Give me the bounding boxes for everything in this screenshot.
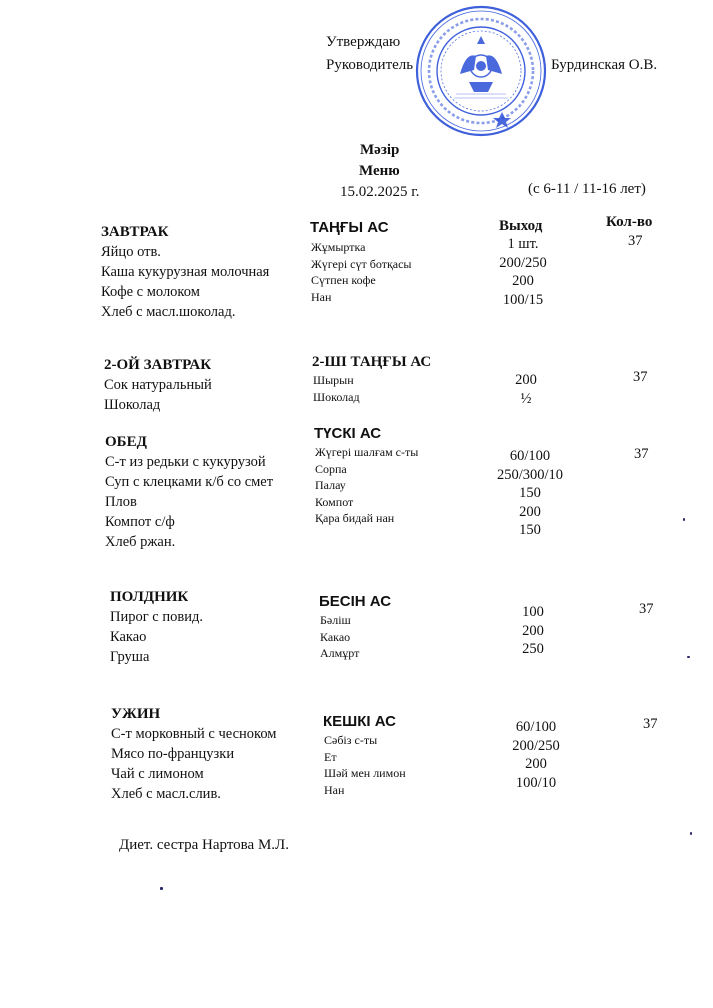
menu-date: 15.02.2025 г. bbox=[340, 184, 420, 200]
meal-ru-items bbox=[111, 724, 276, 804]
position-label: Руководитель bbox=[326, 57, 414, 73]
approve-label: Утверждаю bbox=[326, 34, 401, 50]
meal-ru-items bbox=[105, 452, 273, 552]
output-value: 200 bbox=[515, 372, 537, 388]
list-item: С-т из редьки с кукурузой bbox=[105, 454, 266, 470]
output-value: 150 bbox=[519, 485, 541, 501]
output-value: 1 шт. bbox=[507, 236, 539, 252]
list-item: Яйцо отв. bbox=[101, 244, 161, 260]
meal-count: 37 bbox=[639, 601, 654, 617]
list-item: Кофе с молоком bbox=[101, 284, 200, 300]
meal-title-kz: ТАҢҒЫ АС bbox=[310, 219, 389, 236]
list-item: Суп с клецками к/б со смет bbox=[105, 474, 274, 490]
meal-kz-items bbox=[324, 732, 406, 798]
output-value: 200 bbox=[522, 622, 544, 639]
output-value: 200/250 bbox=[499, 254, 547, 271]
meal-count: 37 bbox=[633, 369, 648, 385]
list-item: Жүгері сүт ботқасы bbox=[311, 256, 412, 271]
meal-title-kz: 2-ШІ ТАҢҒЫ АС bbox=[312, 354, 432, 370]
list-item: Алмұрт bbox=[320, 646, 360, 660]
meal-title-kz: БЕСІН АС bbox=[319, 593, 392, 610]
meal-kz-items bbox=[313, 372, 360, 405]
list-item: Бәліш bbox=[320, 613, 351, 627]
output-value: 200 bbox=[525, 756, 547, 772]
meal-outputs bbox=[481, 718, 591, 792]
meal-count: 37 bbox=[643, 716, 658, 732]
output-value: 250/300/10 bbox=[496, 466, 564, 483]
menu-title-ru: Меню bbox=[359, 163, 400, 179]
output-value: ½ bbox=[520, 390, 532, 407]
list-item: Жүгері шалғам с-ты bbox=[315, 445, 419, 459]
list-item: Сүтпен кофе bbox=[311, 273, 376, 287]
dietitian-signature-line: Диет. сестра Нартова М.Л. bbox=[119, 837, 289, 853]
list-item: Шоколад bbox=[104, 397, 161, 413]
list-item: Палау bbox=[315, 478, 346, 492]
output-value: 150 bbox=[519, 522, 541, 538]
meal-title-kz: ТҮСКІ АС bbox=[314, 425, 382, 442]
meal-outputs bbox=[475, 447, 585, 540]
meal-ru-items bbox=[101, 242, 269, 322]
list-item: Компот с/ф bbox=[105, 514, 175, 530]
list-item: Нан bbox=[324, 782, 345, 797]
scan-speck bbox=[690, 832, 692, 835]
meal-outputs bbox=[471, 371, 581, 408]
list-item: Чай с лимоном bbox=[111, 766, 204, 782]
meal-kz-items bbox=[311, 239, 411, 305]
meal-title-ru: 2-ОЙ ЗАВТРАК bbox=[104, 357, 212, 373]
list-item: Ет bbox=[324, 749, 337, 764]
meal-count: 37 bbox=[634, 446, 649, 462]
list-item: Мясо по-французки bbox=[111, 746, 235, 762]
meal-title-ru: ОБЕД bbox=[105, 434, 147, 450]
output-value: 100 bbox=[522, 604, 544, 620]
list-item: Хлеб ржан. bbox=[105, 534, 176, 550]
age-groups: (с 6-11 / 11-16 лет) bbox=[528, 181, 646, 197]
list-item: Хлеб с масл.слив. bbox=[111, 786, 221, 802]
meal-title-ru: ПОЛДНИК bbox=[110, 589, 189, 605]
list-item: Нан bbox=[311, 289, 332, 304]
output-value: 100/10 bbox=[515, 774, 557, 791]
output-value: 200 bbox=[519, 503, 541, 520]
output-value: 250 bbox=[522, 641, 544, 657]
column-count-header: Кол-во bbox=[606, 214, 653, 230]
list-item: Каша кукурузная молочная bbox=[101, 264, 270, 280]
list-item: Қара бидай нан bbox=[315, 511, 395, 525]
meal-kz-items bbox=[320, 612, 359, 662]
official-seal-stamp bbox=[414, 4, 548, 138]
list-item: Пирог с повид. bbox=[110, 609, 203, 625]
meal-ru-items bbox=[110, 607, 203, 667]
director-name: Бурдинская О.В. bbox=[551, 57, 658, 73]
list-item: Плов bbox=[105, 494, 137, 510]
scan-speck bbox=[683, 518, 685, 521]
meal-title-kz: КЕШКІ АС bbox=[323, 713, 397, 730]
output-value: 100/15 bbox=[502, 291, 544, 308]
list-item: Груша bbox=[110, 649, 150, 665]
output-value: 200 bbox=[512, 273, 534, 289]
output-value: 60/100 bbox=[515, 719, 557, 735]
list-item: Какао bbox=[320, 629, 351, 644]
list-item: Шәй мен лимон bbox=[324, 766, 406, 780]
meal-outputs bbox=[478, 603, 588, 659]
meal-title-ru: ЗАВТРАК bbox=[101, 224, 169, 240]
meal-kz-items bbox=[315, 444, 418, 527]
menu-title-kz: Мәзір bbox=[360, 142, 400, 158]
list-item: Какао bbox=[110, 629, 147, 645]
list-item: Шоколад bbox=[313, 389, 360, 404]
meal-ru-items bbox=[104, 375, 212, 415]
meal-count: 37 bbox=[628, 233, 643, 249]
scan-speck bbox=[160, 887, 163, 890]
meal-outputs bbox=[468, 235, 578, 309]
list-item: Сәбіз с-ты bbox=[324, 733, 378, 747]
output-value: 60/100 bbox=[509, 448, 551, 464]
list-item: Сорпа bbox=[315, 461, 347, 476]
meal-title-ru: УЖИН bbox=[111, 706, 161, 722]
column-output-header: Выход bbox=[499, 218, 543, 234]
output-value: 200/250 bbox=[512, 737, 560, 754]
list-item: Шырын bbox=[313, 373, 354, 387]
scan-speck bbox=[687, 656, 690, 658]
list-item: Хлеб с масл.шоколад. bbox=[101, 304, 236, 320]
list-item: Сок натуральный bbox=[104, 377, 212, 393]
list-item: С-т морковный с чесноком bbox=[111, 726, 277, 742]
list-item: Компот bbox=[315, 494, 354, 509]
list-item: Жұмыртка bbox=[311, 240, 366, 254]
